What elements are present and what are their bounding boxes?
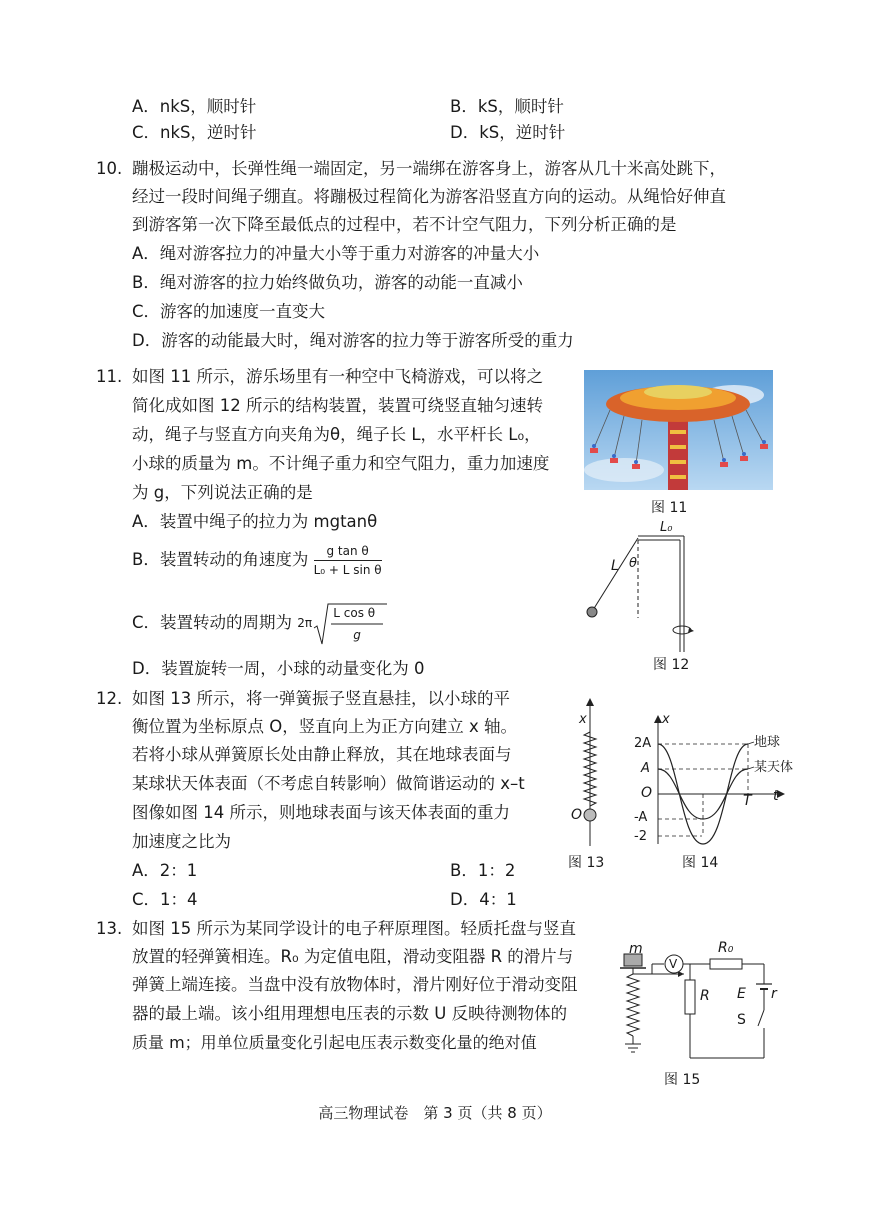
fig12-label-l: L	[611, 558, 619, 574]
fig14-label-t: t	[773, 788, 779, 804]
q11-stem-line-3: 动，绳子与竖直方向夹角为θ，绳子长 L，水平杆长 L₀，	[132, 425, 541, 444]
q10-stem-line-2: 经过一段时间绳子绷直。将蹦极过程简化为游客沿竖直方向的运动。从绳恰好伸直	[132, 187, 726, 206]
fig14-legend-earth: 地球	[754, 735, 781, 750]
q12-option-a: A．2：1	[132, 861, 198, 880]
fig14-label-a: A	[641, 761, 650, 776]
fig13-label-x: x	[579, 712, 587, 727]
q12-stem-line-6: 加速度之比为	[132, 832, 231, 851]
fig15-caption: 图 15	[664, 1072, 701, 1088]
fig12-label-theta: θ	[629, 556, 637, 571]
q11-option-c-formula	[297, 600, 389, 648]
q11-option-a: A．装置中绳子的拉力为 mgtanθ	[132, 512, 378, 531]
fig12-label-l0: L₀	[660, 520, 673, 535]
q11-option-d: D．装置旋转一周，小球的动量变化为 0	[132, 659, 425, 678]
q10-number: 10.	[96, 159, 123, 178]
fig14-label-neg-2: -2	[634, 829, 647, 844]
q12-option-d: D．4：1	[450, 890, 517, 909]
fig14-label-2a: 2A	[634, 736, 652, 751]
q11-option-b-prefix: B．装置转动的角速度为	[132, 550, 309, 569]
fig14-label-t-period: T	[743, 793, 752, 809]
q12-number: 12.	[96, 689, 123, 708]
fig14-caption: 图 14	[682, 855, 719, 871]
q13-stem-line-3: 弹簧上端连接。当盘中没有放物体时，滑片刚好位于滑动变阻	[132, 975, 578, 994]
q13-stem-line-4: 器的最上端。该小组用理想电压表的示数 U 反映待测物体的	[132, 1004, 568, 1023]
q10-option-c: C．游客的加速度一直变大	[132, 302, 326, 321]
fig14-legend-body: 某天体	[754, 760, 794, 775]
fig13-caption: 图 13	[568, 855, 605, 871]
q12-option-b: B．1：2	[450, 861, 516, 880]
q11-option-c-numerator: L cos θ	[333, 605, 376, 620]
fig14-label-neg-a: -A	[634, 810, 648, 825]
fig15-label-s: S	[737, 1012, 746, 1028]
q12-stem-line-5: 图像如图 14 所示，则地球表面与该天体表面的重力	[132, 803, 510, 822]
fig12-diagram	[580, 518, 710, 656]
q10-option-b: B．绳对游客的拉力始终做负功，游客的动能一直减小	[132, 273, 523, 292]
q12-stem-line-1: 如图 13 所示，将一弹簧振子竖直悬挂，以小球的平	[132, 689, 510, 708]
q9-option-c: C．nkS，逆时针	[132, 123, 257, 142]
q11-stem-line-5: 为 g，下列说法正确的是	[132, 483, 313, 502]
fig15-label-r: R	[700, 988, 710, 1004]
q13-number: 13.	[96, 919, 123, 938]
fig11-caption: 图 11	[651, 500, 688, 516]
fig11-photo	[584, 370, 773, 490]
q11-option-b	[132, 538, 382, 582]
fig15-label-v: V	[669, 957, 678, 971]
q11-stem-line-1: 如图 11 所示，游乐场里有一种空中飞椅游戏，可以将之	[132, 367, 543, 386]
q9-option-b: B．kS，顺时针	[450, 97, 564, 116]
q11-stem-line-2: 简化成如图 12 所示的结构装置，装置可绕竖直轴匀速转	[132, 396, 543, 415]
q13-stem-line-2: 放置的轻弹簧相连。R₀ 为定值电阻，滑动变阻器 R 的滑片与	[132, 947, 574, 966]
q11-option-c-coef: 2π	[297, 615, 313, 630]
q11-option-c-denominator: g	[353, 627, 361, 642]
page-footer: 高三物理试卷 第 3 页（共 8 页）	[318, 1104, 552, 1122]
q12-option-c: C．1：4	[132, 890, 198, 909]
q12-stem-line-4: 某球状天体表面（不考虑自转影响）做简谐运动的 x–t	[132, 774, 525, 793]
q10-option-d: D．游客的动能最大时，绳对游客的拉力等于游客所受的重力	[132, 331, 574, 350]
q13-stem-line-5: 质量 m；用单位质量变化引起电压表示数变化量的绝对值	[132, 1033, 537, 1052]
fig15-label-r-internal: r	[771, 986, 777, 1002]
fig13-diagram	[570, 696, 610, 848]
fig15-label-e: E	[737, 986, 746, 1002]
q11-option-b-fraction	[314, 544, 382, 577]
q13-stem-line-1: 如图 15 所示为某同学设计的电子秤原理图。轻质托盘与竖直	[132, 919, 576, 938]
fig12-caption: 图 12	[653, 657, 690, 673]
q12-stem-line-3: 若将小球从弹簧原长处由静止释放，其在地球表面与	[132, 745, 512, 764]
fig13-label-o: O	[571, 807, 583, 823]
q9-option-d: D．kS，逆时针	[450, 123, 566, 142]
fig15-label-r0: R₀	[718, 940, 734, 956]
q11-number: 11.	[96, 367, 123, 386]
q11-stem-line-4: 小球的质量为 m。不计绳子重力和空气阻力，重力加速度	[132, 454, 550, 473]
fig15-label-m: m	[629, 941, 643, 957]
q11-option-c-prefix: C．装置转动的周期为	[132, 613, 293, 632]
q11-option-c	[132, 598, 389, 648]
fig14-label-x: x	[662, 712, 670, 727]
q10-stem-line-3: 到游客第一次下降至最低点的过程中，若不计空气阻力，下列分析正确的是	[132, 215, 677, 234]
q12-stem-line-2: 衡位置为坐标原点 O，竖直向上为正方向建立 x 轴。	[132, 717, 517, 736]
q10-option-a: A．绳对游客拉力的冲量大小等于重力对游客的冲量大小	[132, 244, 540, 263]
q11-option-b-denominator: L₀ + L sin θ	[313, 563, 382, 577]
q10-stem-line-1: 蹦极运动中，长弹性绳一端固定，另一端绑在游客身上，游客从几十米高处跳下，	[132, 159, 726, 178]
q9-option-a: A．nkS，顺时针	[132, 97, 257, 116]
q11-option-b-numerator: g tan θ	[314, 544, 382, 561]
fig14-label-o: O	[641, 785, 653, 801]
